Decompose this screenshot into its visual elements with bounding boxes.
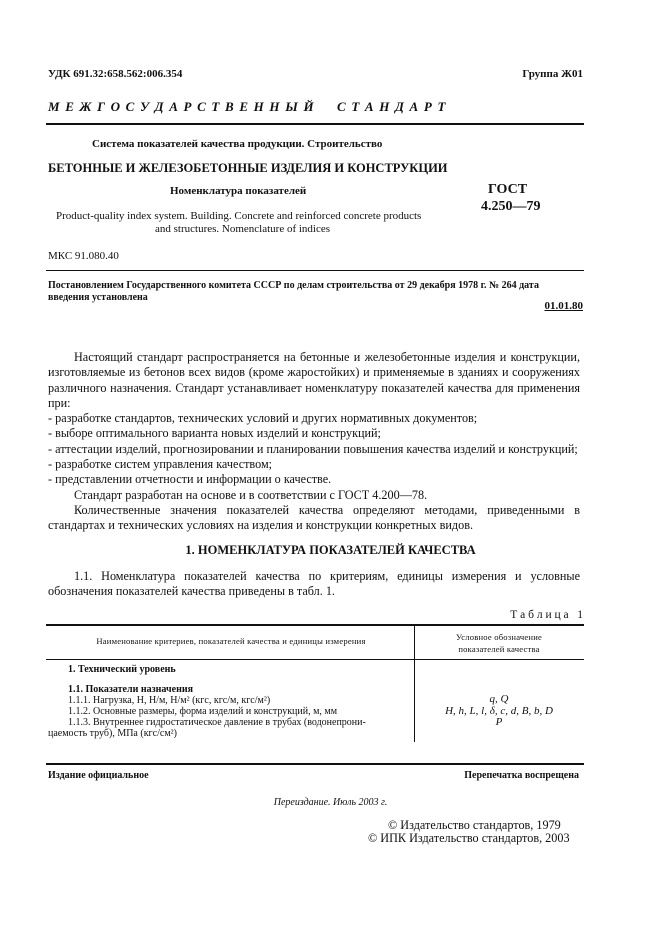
intro-paragraph: Настоящий стандарт распространяется на бетонные и железобетонные изделия и конструкции, изготовляемые из бетонов всех видов (кроме жаростойких) и применяемые в зданиях и сооружениях различного назначения. Стандарт устанавливает номенклатуру показателей качества для применения при: — [48, 350, 580, 410]
section-heading: 1. НОМЕНКЛАТУРА ПОКАЗАТЕЛЕЙ КАЧЕСТВА — [185, 543, 476, 557]
list-item: - разработке стандартов, технических условий и других нормативных документов; — [48, 411, 478, 426]
table-header-col2-line1: Условное обозначение — [455, 632, 543, 642]
table-row: 1.1.3. Внутреннее гидростатическое давление в трубах (водонепрони- — [68, 717, 366, 728]
list-item: - разработке систем управления качеством; — [48, 457, 273, 472]
methods-paragraph: Количественные значения показателей качества определяют методами, приведенными в стандартах и технических условиях на изделия и конструкции конкретных видов. — [48, 502, 580, 533]
mks-rule — [46, 270, 584, 271]
table-row: 1.1.1. Нагрузка, Н, Н/м, Н/м² (кгс, кгс/м, кгс/м²) — [68, 695, 271, 706]
table-group-heading: 1. Технический уровень — [68, 664, 176, 675]
english-title-line2: and structures. Nomenclature of indices — [155, 223, 331, 235]
table-subgroup-heading: 1.1. Показатели назначения — [68, 684, 194, 695]
introduction-date: 01.01.80 — [544, 300, 583, 312]
table-row: 1.1.2. Основные размеры, форма изделий и конструкций, м, мм — [68, 706, 338, 717]
table-top-rule — [46, 624, 584, 626]
gost-label: ГОСТ — [488, 182, 528, 197]
official-edition: Издание официальное — [48, 770, 149, 781]
decree-line2: введения установлена — [48, 292, 148, 303]
system-title: Система показателей качества продукции. Строительство — [92, 138, 383, 150]
list-item: - аттестации изделий, прогнозировании и планировании повышения качества изделий и конструкций; — [48, 441, 578, 456]
table-header-rule — [46, 659, 584, 660]
interstate-standard-banner: М Е Ж Г О С У Д А Р С Т В Е Н Н Ы Й С Т А Н Д А Р Т — [48, 99, 447, 114]
table-symbol: H, h, L, l, δ, c, d, B, b, D — [445, 705, 553, 717]
list-item: - представлении отчетности и информации о качестве. — [48, 472, 332, 487]
table-symbol: q, Q — [489, 693, 509, 705]
udk-code: УДК 691.32:658.562:006.354 — [48, 68, 183, 80]
reissue-note: Переиздание. Июль 2003 г. — [273, 797, 388, 808]
table-header-col2-line2: показателей качества — [458, 644, 540, 654]
english-title-line1: Product-quality index system. Building. Concrete and reinforced concrete products — [56, 210, 422, 222]
section-text — [48, 569, 580, 600]
intro-text — [48, 350, 580, 534]
section-paragraph: 1.1. Номенклатура показателей качества по критериям, единицы измерения и условные обозначения показателей качества приведены в табл. 1. — [48, 569, 580, 599]
table-header-col1: Наименование критериев, показателей качества и единицы измерения — [96, 636, 366, 646]
table-symbol: P — [495, 716, 503, 728]
sub-title: Номенклатура показателей — [170, 185, 307, 197]
list-item: - выборе оптимального варианта новых изделий и конструкций; — [48, 426, 381, 441]
group-code: Группа Ж01 — [522, 68, 583, 80]
copyright-2003: © ИПК Издательство стандартов, 2003 — [368, 831, 570, 845]
reprint-notice: Перепечатка воспрещена — [464, 770, 579, 781]
gost-number: 4.250—79 — [481, 199, 541, 214]
main-title: БЕТОННЫЕ И ЖЕЛЕЗОБЕТОННЫЕ ИЗДЕЛИЯ И КОНСТРУКЦИИ — [48, 161, 448, 175]
table-row-continued: цаемость труб), МПа (кгс/см²) — [48, 728, 177, 739]
table-caption: Т а б л и ц а 1 — [510, 609, 583, 621]
footer-rule — [46, 763, 584, 765]
mks-code: МКС 91.080.40 — [48, 250, 119, 262]
decree-line1: Постановлением Государственного комитета СССР по делам строительства от 29 декабря 1978 г. № 264 дата — [48, 280, 539, 291]
copyright-1979: © Издательство стандартов, 1979 — [388, 818, 561, 832]
basis-paragraph: Стандарт разработан на основе и в соответствии с ГОСТ 4.200—78. — [74, 487, 428, 502]
header-rule — [46, 123, 584, 125]
